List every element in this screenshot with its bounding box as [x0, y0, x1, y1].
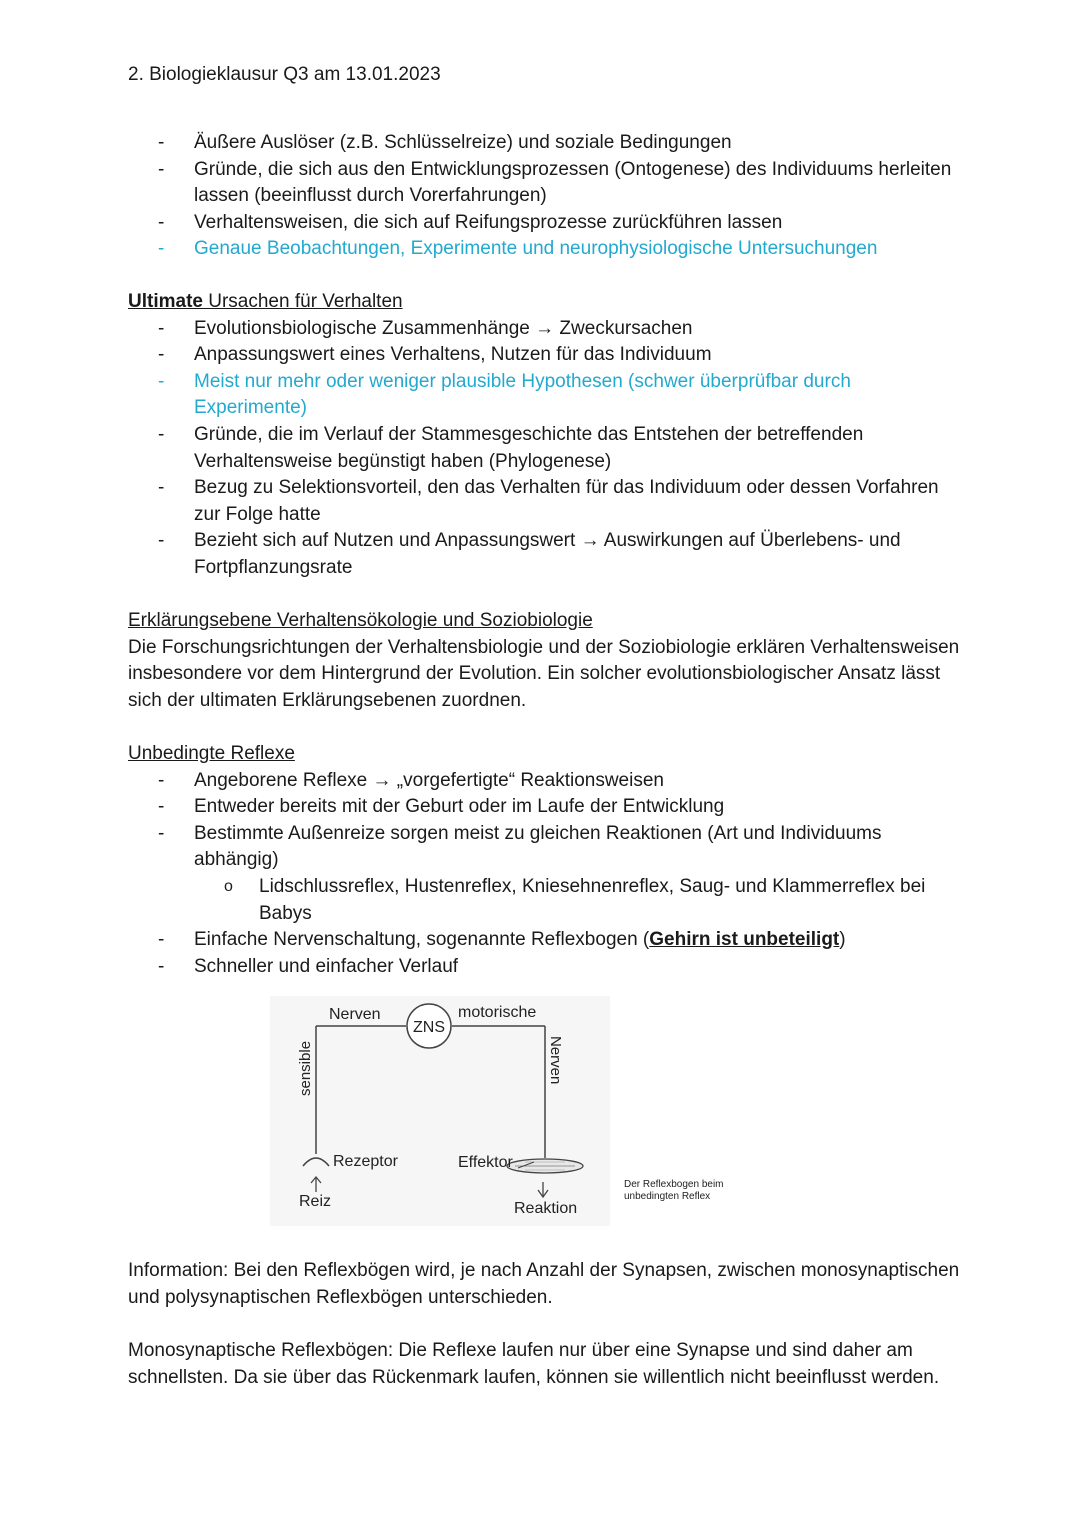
oekologie-paragraph: Die Forschungsrichtungen der Verhaltensbiologie und der Soziobiologie erklären Verhaltensweisen insbesondere vor dem Hintergrund der Evolution. Ein solcher evolutionsbiologischer Ansatz lässt sich der ultimaten Erklärungsebenen zuordnen. — [128, 636, 960, 711]
section-heading-reflexe: Unbedingte Reflexe — [128, 743, 295, 764]
list-item-highlight: - Meist nur mehr oder weniger plausible Hypothesen (schwer überprüfbar durch Experimente) — [128, 369, 968, 422]
list-item: - Entweder bereits mit der Geburt oder im Laufe der Entwicklung — [128, 794, 968, 821]
nerven-top-label: Nerven — [329, 1006, 381, 1023]
reiz-label: Reiz — [299, 1193, 332, 1210]
list-item: - Bezieht sich auf Nutzen und Anpassungswert → Auswirkungen auf Überlebens- und Fortpflanzungsrate — [128, 528, 968, 581]
list-item: - Bezug zu Selektionsvorteil, den das Verhalten für das Individuum oder dessen Vorfahren zur Folge hatte — [128, 475, 968, 528]
list-item: - Gründe, die im Verlauf der Stammesgeschichte das Entstehen der betreffenden Verhaltensweise begünstigt haben (Phylogenese) — [128, 422, 968, 475]
rezeptor-label: Rezeptor — [333, 1153, 398, 1170]
list-item: - Schneller und einfacher Verlauf — [128, 954, 968, 981]
caption-line: unbedingten Reflex — [624, 1191, 711, 1202]
list-item: - Verhaltensweisen, die sich auf Reifungsprozesse zurückführen lassen — [128, 210, 968, 237]
proximate-section — [128, 130, 968, 263]
page-title: 2. Biologieklausur Q3 am 13.01.2023 — [128, 64, 441, 85]
reflexe-section — [128, 741, 968, 980]
oekologie-section — [128, 608, 968, 714]
sub-list — [194, 874, 968, 927]
reflexe-list — [128, 768, 968, 981]
proximate-list — [128, 130, 968, 263]
heading-rest: Ursachen für Verhalten — [202, 291, 403, 312]
monosynaptic-paragraph: Monosynaptische Reflexbögen: Die Reflexe laufen nur über eine Synapse und sind daher am schnellsten. Da sie über das Rückenmark laufen, können sie willentlich nicht beeinflusst werden. — [128, 1340, 940, 1388]
heading-bold-word: Ultimate — [128, 291, 203, 312]
section-heading-oekologie: Erklärungsebene Verhaltensökologie und Soziobiologie — [128, 610, 593, 631]
list-item — [128, 927, 968, 954]
sub-list-item: o Lidschlussreflex, Hustenreflex, Kniesehnenreflex, Saug- und Klammerreflex bei Babys — [194, 874, 968, 927]
motorische-label: motorische — [458, 1004, 537, 1021]
list-item-highlight: - Genaue Beobachtungen, Experimente und neurophysiologische Untersuchungen — [128, 236, 968, 263]
ultimate-section — [128, 289, 968, 582]
list-item: - Evolutionsbiologische Zusammenhänge → Zweckursachen — [128, 316, 968, 343]
info-section — [128, 1258, 968, 1311]
reaktion-label: Reaktion — [514, 1200, 578, 1217]
list-item: - Anpassungswert eines Verhaltens, Nutzen für das Individuum — [128, 342, 968, 369]
list-item: - Angeborene Reflexe → „vorgefertigte“ Reaktionsweisen — [128, 768, 968, 795]
list-item-text: Bestimmte Außenreize sorgen meist zu gleichen Reaktionen (Art und Individuums abhängig) — [194, 822, 882, 871]
reflexbogen-svg — [270, 996, 610, 1226]
item-strong: Gehirn ist unbeteiligt — [649, 929, 840, 951]
caption-line: Der Reflexbogen beim — [624, 1179, 724, 1190]
reflexbogen-diagram — [270, 996, 610, 1226]
list-item: - Äußere Auslöser (z.B. Schlüsselreize) und soziale Bedingungen — [128, 130, 968, 157]
item-prefix: Einfache Nervenschaltung, sogenannte Reflexbogen ( — [194, 929, 650, 951]
item-suffix: ) — [839, 929, 846, 951]
monosynaptic-section — [128, 1338, 968, 1391]
section-heading-ultimate — [128, 289, 968, 316]
list-item — [128, 821, 968, 927]
zns-label: ZNS — [413, 1019, 445, 1036]
nerven-right-label: Nerven — [547, 1036, 564, 1085]
diagram-caption — [624, 1179, 764, 1203]
info-paragraph: Information: Bei den Reflexbögen wird, je nach Anzahl der Synapsen, zwischen monosynaptischen und polysynaptischen Reflexbögen unterschieden. — [128, 1260, 960, 1308]
ultimate-list — [128, 316, 968, 582]
list-item: - Gründe, die sich aus den Entwicklungsprozessen (Ontogenese) des Individuums herleiten lassen (beeinflusst durch Vorerfahrungen) — [128, 157, 968, 210]
effektor-label: Effektor — [458, 1154, 513, 1171]
sensible-label: sensible — [297, 1040, 314, 1096]
